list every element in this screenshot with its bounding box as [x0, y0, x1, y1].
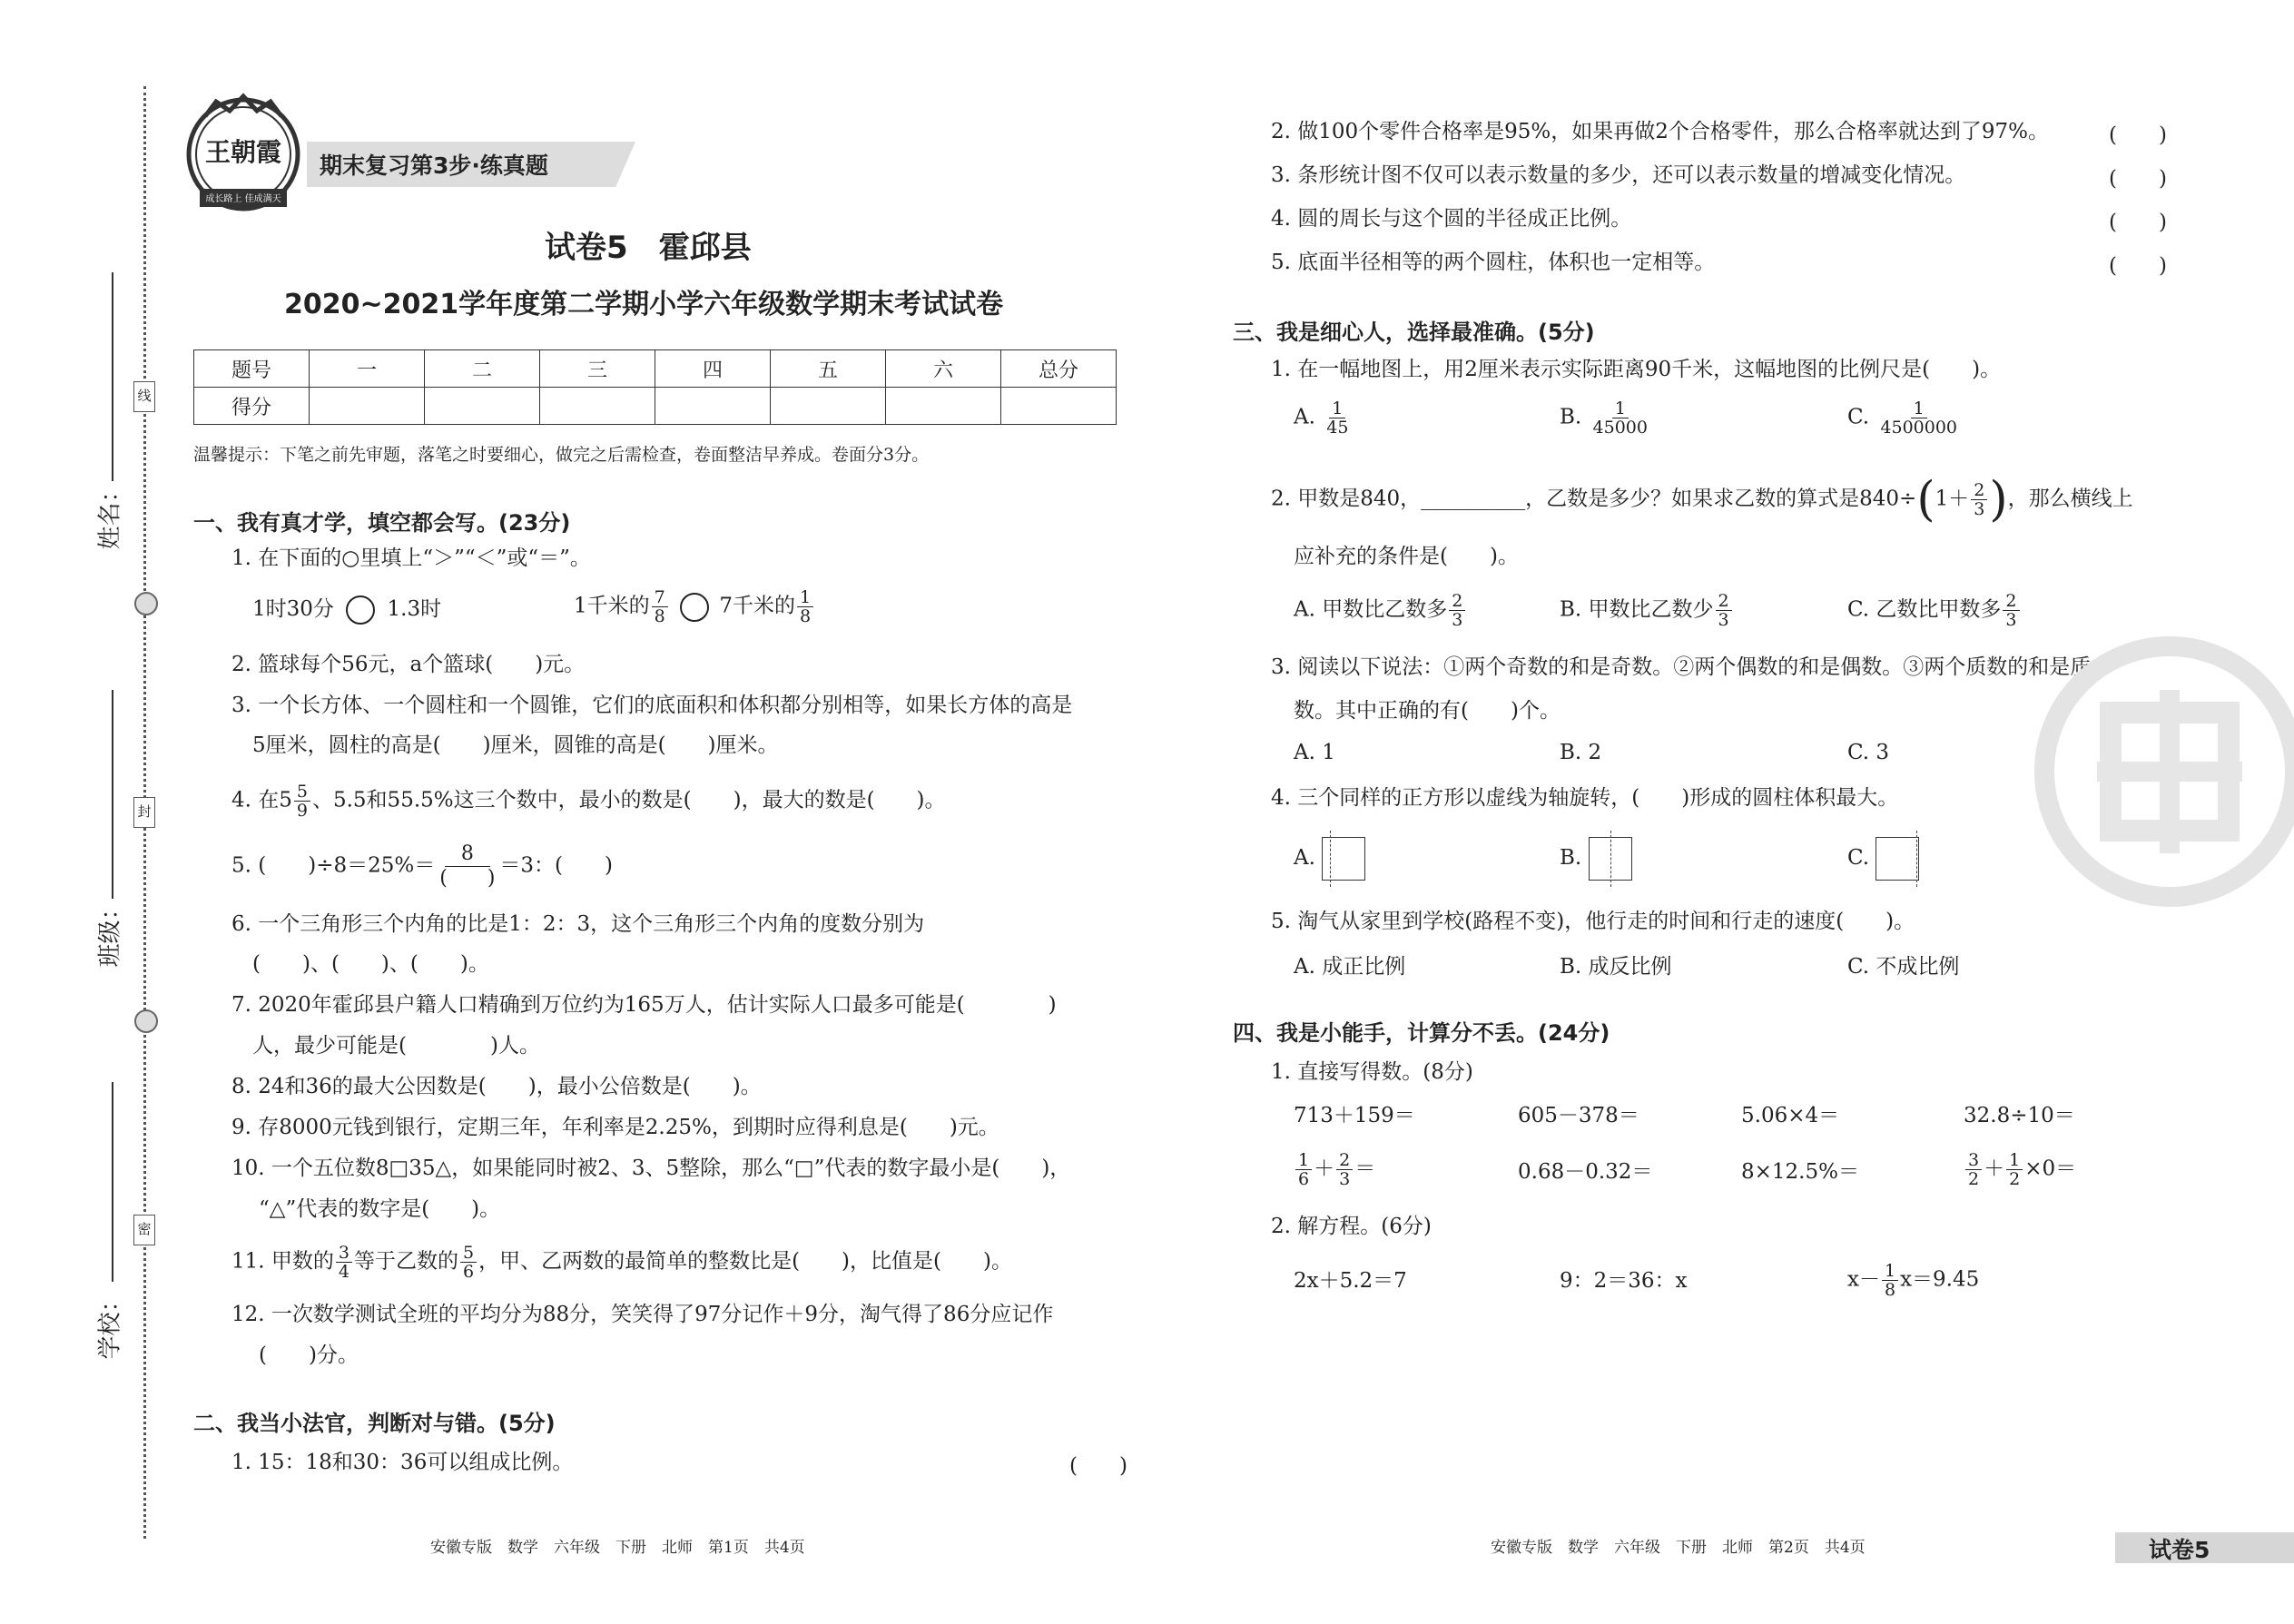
- score-table-score-row: [194, 388, 1117, 425]
- s1-q7-line1: 7. 2020年霍邱县户籍人口精确到万位约为165万人，估计实际人口最多可能是( ): [231, 993, 1057, 1017]
- s3-q2-post: ，那么横线上: [2007, 487, 2133, 511]
- denominator: 2: [2009, 1169, 2021, 1189]
- s3-q1: 1. 在一幅地图上，用2厘米表示实际距离90千米，这幅地图的比例尺是( )。: [1271, 358, 2002, 381]
- calc-5: $\frac{1}{6}$ ＋ $\frac{2}{3}$ ＝: [1294, 1151, 1375, 1188]
- s1-q5-post: ＝3：( ): [499, 853, 613, 878]
- score-header-cell: 六: [886, 350, 1001, 388]
- denominator: 3: [1974, 499, 1985, 519]
- class-underline: [112, 690, 113, 899]
- numerator: 1: [1612, 399, 1629, 418]
- score-header-cell: 三: [540, 350, 655, 388]
- score-header-cell: 五: [771, 350, 886, 388]
- seal-char-xian: 线: [133, 381, 155, 412]
- s1-q11-pre: 11. 甲数的: [231, 1249, 334, 1274]
- s1-q8: 8. 24和36的最大公因数是( )，最小公倍数是( )。: [231, 1075, 762, 1098]
- fraction: [1965, 1151, 1982, 1188]
- score-cell[interactable]: [771, 388, 886, 425]
- equation-3-pre: x－: [1847, 1267, 1880, 1292]
- s3-q2-option-c[interactable]: [1847, 592, 2022, 629]
- fraction: [1295, 1151, 1312, 1188]
- numerator: 5: [460, 1244, 477, 1263]
- numerator: 8: [445, 842, 490, 867]
- denominator: ( ): [439, 867, 496, 890]
- equation-1: 2x＋5.2＝7: [1294, 1269, 1407, 1293]
- s1-q11: [231, 1244, 1012, 1281]
- option-label: A.: [1294, 405, 1315, 429]
- paper-title: 试卷5 霍邱县: [545, 230, 752, 266]
- s1-q11-post: ，甲、乙两数的最简单的整数比是( )，比值是( )。: [478, 1249, 1012, 1274]
- s3-q5-option-a[interactable]: A. 成正比例: [1294, 955, 1406, 979]
- section2-title: 二、我当小法官，判断对与错。(5分): [193, 1411, 556, 1436]
- rotation-axis: [1330, 831, 1331, 887]
- score-cell[interactable]: [310, 388, 425, 425]
- denominator: 45: [1326, 418, 1349, 438]
- s3-q5-option-b[interactable]: B. 成反比例: [1560, 955, 1672, 979]
- option-text: C. 乙数比甲数多: [1847, 597, 2002, 622]
- denominator: 3: [2005, 610, 2017, 630]
- s3-q1-option-c[interactable]: [1847, 399, 1962, 437]
- denominator: 3: [1718, 610, 1729, 630]
- fraction: [1449, 592, 1465, 629]
- binding-hole-icon: [134, 1009, 158, 1033]
- numerator: 2: [1971, 481, 1987, 500]
- s1-q1b: [574, 588, 815, 625]
- option-label: B.: [1560, 405, 1582, 429]
- option-label: C.: [1847, 846, 1870, 870]
- option-text: A. 甲数比乙数多: [1294, 597, 1448, 622]
- score-table: [193, 349, 1117, 425]
- s1-q6-line1: 6. 一个三角形三个内角的比是1：2：3，这个三角形三个内角的度数分别为: [231, 912, 925, 936]
- s2-item-5: 5. 底面半径相等的两个圆柱，体积也一定相等。: [1271, 251, 1716, 274]
- numerator: 1: [1882, 1262, 1898, 1281]
- s1-q4: [231, 782, 946, 820]
- seal-char-mi: 密: [133, 1215, 155, 1245]
- numerator: 1: [797, 588, 813, 607]
- option-label: A.: [1294, 846, 1315, 870]
- denominator: 45000: [1592, 418, 1648, 438]
- judge-paren[interactable]: ( ): [1069, 1454, 1127, 1478]
- s1-q12-line1: 12. 一次数学测试全班的平均分为88分，笑笑得了97分记作＋9分，淘气得了86分应记作: [231, 1303, 1054, 1326]
- numerator: 3: [336, 1244, 352, 1263]
- score-table-header-row: [194, 350, 1117, 388]
- denominator: 4500000: [1880, 418, 1958, 438]
- option-label: B.: [1560, 846, 1582, 870]
- fraction: [1324, 399, 1351, 437]
- s3-q2-line2: 应补充的条件是( )。: [1294, 545, 1519, 568]
- s3-q2-option-b[interactable]: [1560, 592, 1734, 629]
- numerator: 3: [1965, 1151, 1982, 1170]
- fraction: [336, 1244, 352, 1281]
- fraction: [2003, 592, 2019, 629]
- calc-3: 5.06×4＝: [1741, 1104, 1840, 1127]
- s3-q1-option-a[interactable]: [1294, 399, 1353, 437]
- s3-q4: 4. 三个同样的正方形以虚线为轴旋转，( )形成的圆柱体积最大。: [1271, 786, 1899, 810]
- fraction: [1716, 592, 1732, 629]
- s2-item-1: 1. 15：18和30：36可以组成比例。: [231, 1451, 574, 1474]
- fraction: [2006, 1151, 2023, 1188]
- s3-q1-option-b[interactable]: [1560, 399, 1652, 437]
- s1-q11-mid: 等于乙数的: [353, 1249, 458, 1274]
- fraction: [1882, 1262, 1898, 1299]
- s1-q3-line2: 5厘米，圆柱的高是( )厘米，圆锥的高是( )厘米。: [252, 733, 779, 757]
- fraction: [652, 588, 668, 625]
- section4-title: 四、我是小能手，计算分不丢。(24分): [1233, 1020, 1610, 1046]
- fraction: [1877, 399, 1960, 437]
- rotation-axis: [1610, 831, 1611, 887]
- name-underline: [112, 272, 113, 481]
- answer-circle[interactable]: [680, 593, 709, 622]
- score-row-label: 得分: [194, 388, 310, 425]
- s4-q2: 2. 解方程。(6分): [1271, 1215, 1432, 1238]
- denominator: 8: [800, 606, 812, 626]
- numerator: 1: [1329, 399, 1345, 418]
- s1-q1a-right: 1.3时: [387, 597, 442, 621]
- calc-8: $\frac{3}{2}$ ＋ $\frac{1}{2}$ ×0＝: [1964, 1151, 2076, 1188]
- fraction: [294, 782, 310, 820]
- s2-item-2: 2. 做100个零件合格率是95%，如果再做2个合格零件，那么合格率就达到了97%。: [1271, 120, 2050, 143]
- school-label: 学校：: [96, 1288, 124, 1360]
- seal-char-feng: 封: [133, 797, 155, 828]
- s1-q1a: [252, 595, 441, 625]
- s1-q5-pre: 5. ( )÷8＝25%＝: [231, 853, 436, 878]
- s1-q7-line2: 人，最少可能是( )人。: [252, 1034, 540, 1058]
- footer-right: 安徽专版 数学 六年级 下册 北师 第2页 共4页: [1491, 1539, 1866, 1557]
- footer-left: 安徽专版 数学 六年级 下册 北师 第1页 共4页: [430, 1539, 805, 1557]
- option-label: C.: [1847, 405, 1870, 429]
- s1-q10-line1: 10. 一个五位数8□35△，如果能同时被2、3、5整除，那么“□”代表的数字最小是( )，: [231, 1156, 1071, 1180]
- denominator: 3: [1339, 1169, 1351, 1189]
- option-text: B. 甲数比乙数少: [1560, 597, 1714, 622]
- section3-title: 三、我是细心人，选择最准确。(5分): [1233, 320, 1595, 345]
- s3-q3-line2: 数。其中正确的有( )个。: [1294, 699, 1561, 723]
- judge-paren[interactable]: ( ): [2109, 254, 2167, 278]
- judge-paren[interactable]: ( ): [2109, 211, 2167, 234]
- s3-q2-pre: 2. 甲数是840，__________，乙数是多少？如果求乙数的算式是840÷: [1271, 487, 1917, 511]
- s3-q4-option-b[interactable]: [1560, 837, 1632, 881]
- s1-q9: 9. 存8000元钱到银行，定期三年，年利率是2.25%，到期时应得利息是( )元。: [231, 1116, 999, 1139]
- score-cell[interactable]: [540, 388, 655, 425]
- s1-q1b-left: 1千米的: [574, 594, 650, 618]
- score-cell[interactable]: [655, 388, 771, 425]
- fraction: [797, 588, 813, 625]
- tip-text: 温馨提示：下笔之前先审题，落笔之时要细心，做完之后需检查，卷面整洁早养成。卷面分3分。: [193, 445, 930, 465]
- s1-q2: 2. 篮球每个56元，a个篮球( )元。: [231, 653, 586, 676]
- paper-subtitle: 2020~2021学年度第二学期小学六年级数学期末考试试卷: [284, 289, 1004, 320]
- numerator: 2: [1336, 1151, 1353, 1170]
- s1-q4-pre: 4. 在5: [231, 788, 292, 812]
- s2-item-3: 3. 条形统计图不仅可以表示数量的多少，还可以表示数量的增减变化情况。: [1271, 163, 1966, 187]
- binding-hole-icon: [134, 592, 158, 615]
- s1-q1b-right: 7千米的: [719, 594, 795, 618]
- paren-right: ): [1989, 472, 2008, 527]
- score-header-cell: 题号: [194, 350, 310, 388]
- answer-circle[interactable]: [346, 595, 375, 625]
- calc-5-suffix: ＝: [1354, 1156, 1376, 1181]
- s3-q5: 5. 淘气从家里到学校(路程不变)，他行走的时间和行走的速度( )。: [1271, 910, 1915, 933]
- fraction: [1971, 481, 1987, 518]
- calc-1: 713＋159＝: [1294, 1104, 1415, 1127]
- fraction: [437, 842, 497, 891]
- s3-q2-option-a[interactable]: [1294, 592, 1467, 629]
- secret-seal-watermark: [2024, 635, 2294, 908]
- equation-3-post: x＝9.45: [1900, 1267, 1980, 1292]
- calc-2: 605－378＝: [1518, 1104, 1639, 1127]
- s3-q3-option-a[interactable]: A. 1: [1294, 741, 1335, 764]
- s3-q3-line1: 3. 阅读以下说法：①两个奇数的和是奇数。②两个偶数的和是偶数。③两个质数的和是质: [1271, 655, 2092, 679]
- equation-3: [1847, 1262, 1979, 1299]
- numerator: 1: [1295, 1151, 1312, 1170]
- s3-q3-option-c[interactable]: C. 3: [1847, 741, 1890, 764]
- logo-ribbon: 成长路上 佳成满天: [205, 194, 281, 204]
- fraction: [1590, 399, 1650, 437]
- numerator: 1: [1911, 399, 1927, 418]
- s3-q4-option-c[interactable]: [1847, 837, 1919, 881]
- name-label: 姓名：: [96, 478, 124, 550]
- s1-q1: 1. 在下面的○里填上“＞”“＜”或“＝”。: [231, 546, 591, 570]
- judge-paren[interactable]: ( ): [2109, 123, 2167, 147]
- series-banner-text: 期末复习第3步·练真题: [320, 153, 548, 179]
- school-underline: [112, 1082, 113, 1282]
- s2-item-4: 4. 圆的周长与这个圆的半径成正比例。: [1271, 207, 1632, 231]
- logo-text: 王朝霞: [204, 137, 281, 167]
- numerator: 7: [652, 588, 668, 607]
- denominator: 8: [1884, 1280, 1896, 1300]
- brand-logo: [180, 91, 307, 218]
- s3-q2: [1271, 472, 2133, 527]
- numerator: 2: [1449, 592, 1465, 611]
- denominator: 6: [462, 1262, 475, 1282]
- square-figure: [1589, 837, 1632, 881]
- s4-q1: 1. 直接写得数。(8分): [1271, 1060, 1473, 1084]
- denominator: 2: [1968, 1169, 1980, 1189]
- denominator: 8: [654, 606, 665, 626]
- score-cell[interactable]: [425, 388, 540, 425]
- square-figure: [1322, 837, 1365, 881]
- s1-q10-line2: “△”代表的数字是( )。: [259, 1197, 501, 1221]
- fraction: [1336, 1151, 1353, 1188]
- score-cell[interactable]: [1001, 388, 1117, 425]
- denominator: 3: [1452, 610, 1463, 630]
- s1-q1a-left: 1时30分: [252, 597, 334, 621]
- s1-q4-post: 、5.5和55.5%这三个数中，最小的数是( )，最大的数是( )。: [311, 788, 946, 812]
- denominator: 6: [1298, 1169, 1310, 1189]
- rotation-axis: [1916, 831, 1917, 887]
- square-figure: [1876, 837, 1919, 881]
- calc-4: 32.8÷10＝: [1964, 1104, 2075, 1127]
- paren-left: (: [1916, 472, 1935, 527]
- denominator: 4: [338, 1262, 350, 1282]
- score-header-cell: 一: [310, 350, 425, 388]
- section1-title: 一、我有真才学，填空都会写。(23分): [193, 510, 571, 536]
- calc-6: 0.68－0.32＝: [1518, 1160, 1653, 1184]
- s1-q12-line2: ( )分。: [259, 1343, 359, 1367]
- fraction: [460, 1244, 477, 1281]
- numerator: 2: [1716, 592, 1732, 611]
- s1-q5: [231, 842, 613, 891]
- denominator: 9: [296, 801, 308, 821]
- s1-q3-line1: 3. 一个长方体、一个圆柱和一个圆锥，它们的底面积和体积都分别相等，如果长方体的高是: [231, 694, 1073, 717]
- s3-q5-option-c[interactable]: C. 不成比例: [1847, 955, 1960, 979]
- footer-tab-label: 试卷5: [2149, 1537, 2210, 1563]
- score-header-cell: 四: [655, 350, 771, 388]
- score-header-cell: 二: [425, 350, 540, 388]
- calc-7: 8×12.5%＝: [1741, 1160, 1859, 1184]
- calc-8-suffix: ×0＝: [2024, 1156, 2077, 1181]
- judge-paren[interactable]: ( ): [2109, 167, 2167, 191]
- class-label: 班级：: [96, 896, 124, 968]
- score-cell[interactable]: [886, 388, 1001, 425]
- numerator: 1: [2006, 1151, 2023, 1170]
- numerator: 5: [294, 782, 310, 802]
- s3-q2-inner: 1＋: [1935, 487, 1970, 511]
- score-header-cell: 总分: [1001, 350, 1117, 388]
- s3-q3-option-b[interactable]: B. 2: [1560, 741, 1602, 764]
- s1-q6-line2: ( )、( )、( )。: [252, 952, 489, 976]
- s3-q4-option-a[interactable]: [1294, 837, 1365, 881]
- numerator: 2: [2003, 592, 2019, 611]
- equation-2: 9：2＝36：x: [1560, 1269, 1688, 1293]
